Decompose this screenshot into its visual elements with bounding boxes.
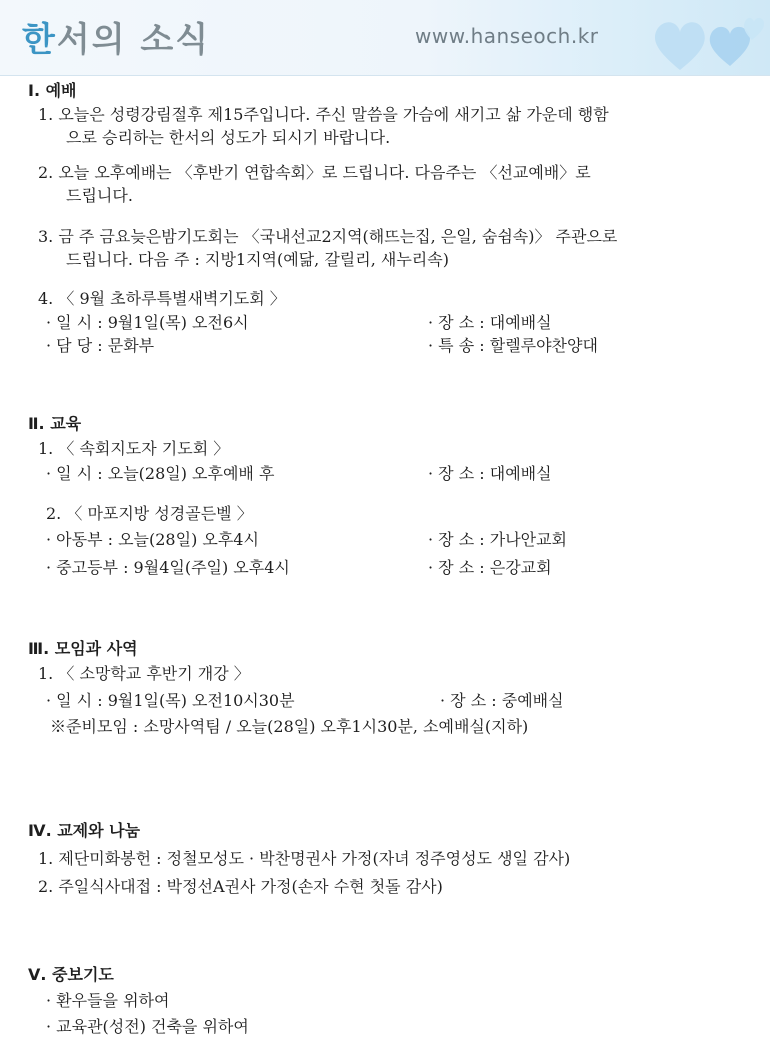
section-worship-heading: Ⅰ. 예배 xyxy=(28,81,77,100)
section-prayer-heading: Ⅴ. 중보기도 xyxy=(28,965,114,984)
education-item-2-kids-place: · 장 소 : 가나안교회 xyxy=(428,530,568,549)
ministry-item-1-note: ※준비모임 : 소망사역팀 / 오늘(28일) 오후1시30분, 소예배실(지하) xyxy=(50,717,529,736)
prayer-item-2: · 교육관(성전) 건축을 위하여 xyxy=(46,1017,249,1036)
section-ministry-heading: Ⅲ. 모임과 사역 xyxy=(28,639,138,658)
worship-item-4-place: · 장 소 : 대예배실 xyxy=(428,313,552,332)
worship-item-4-title: 4. 〈 9월 초하루특별새벽기도회 〉 xyxy=(38,289,286,308)
worship-item-1-line-2: 으로 승리하는 한서의 성도가 되시기 바랍니다. xyxy=(66,128,391,147)
education-item-2-title: 2. 〈 마포지방 성경골든벨 〉 xyxy=(46,504,253,523)
ministry-item-1-place: · 장 소 : 중예배실 xyxy=(440,691,564,710)
worship-item-3-line-2: 드립니다. 다음 주 : 지방1지역(예닮, 갈릴리, 새누리속) xyxy=(66,250,449,269)
fellowship-item-1: 1. 제단미화봉헌 : 정철모성도 · 박찬명권사 가정(자녀 정주영성도 생일 감사) xyxy=(38,849,571,868)
fellowship-item-2: 2. 주일식사대접 : 박정선A권사 가정(손자 수현 첫돌 감사) xyxy=(38,877,443,896)
worship-item-4-charge: · 담 당 : 문화부 xyxy=(46,336,155,355)
education-item-2-youth: · 중고등부 : 9월4일(주일) 오후4시 xyxy=(46,558,290,577)
worship-item-3-line-1: 3. 금 주 금요늦은밤기도회는 〈국내선교2지역(해뜨는집, 은일, 숨쉼속)〉 주관으로 xyxy=(38,227,618,246)
worship-item-2-line-2: 드립니다. xyxy=(66,186,133,205)
education-item-1-title: 1. 〈 속회지도자 기도회 〉 xyxy=(38,439,230,458)
education-item-1-place: · 장 소 : 대예배실 xyxy=(428,464,552,483)
prayer-item-1: · 환우들을 위하여 xyxy=(46,991,170,1010)
ministry-item-1-title: 1. 〈 소망학교 후반기 개강 〉 xyxy=(38,664,250,683)
worship-item-4-date: · 일 시 : 9월1일(목) 오전6시 xyxy=(46,313,249,332)
worship-item-4-special: · 특 송 : 할렐루야찬양대 xyxy=(428,336,598,355)
section-education-heading: Ⅱ. 교육 xyxy=(28,414,82,433)
site-title-accent: 한 xyxy=(22,20,57,60)
ministry-item-1-date: · 일 시 : 9월1일(목) 오전10시30분 xyxy=(46,691,295,710)
site-url: www.hanseoch.kr xyxy=(415,24,599,48)
worship-item-2-line-1: 2. 오늘 오후예배는 〈후반기 연합속회〉로 드립니다. 다음주는 〈선교예배〉로 xyxy=(38,163,591,182)
worship-item-1-line-1: 1. 오늘은 성령강림절후 제15주입니다. 주신 말씀을 가슴에 새기고 삶 가운데 행함 xyxy=(38,105,609,124)
education-item-2-youth-place: · 장 소 : 은강교회 xyxy=(428,558,552,577)
section-fellowship-heading: Ⅳ. 교제와 나눔 xyxy=(28,821,141,840)
education-item-2-kids: · 아동부 : 오늘(28일) 오후4시 xyxy=(46,530,259,549)
education-item-1-date: · 일 시 : 오늘(28일) 오후예배 후 xyxy=(46,464,275,483)
site-title-rest: 서의 소식 xyxy=(56,20,211,60)
